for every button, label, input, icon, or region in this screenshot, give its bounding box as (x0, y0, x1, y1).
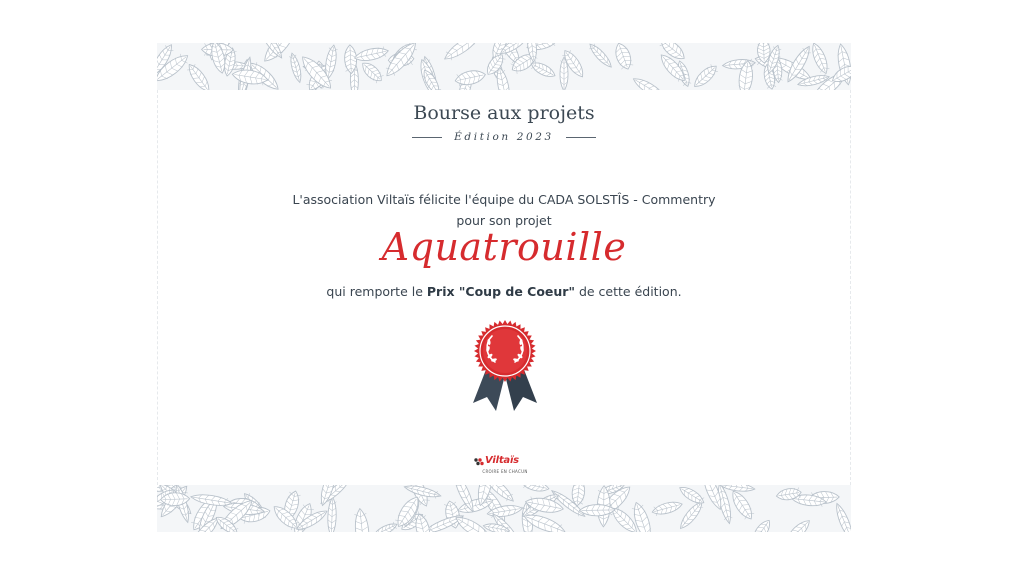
logo-tagline: CROIRE EN CHACUN (482, 469, 528, 474)
certificate (157, 43, 851, 532)
prize-line-prefix: qui remporte le (326, 284, 427, 299)
certificate-title: Bourse aux projets (413, 102, 595, 124)
edition-row (157, 131, 851, 143)
edition-label: Édition 2023 (454, 131, 554, 143)
edition-rule-right (566, 137, 596, 138)
viltais-logo (473, 454, 537, 478)
leaf-pattern-bottom-band (157, 485, 851, 532)
prize-line-suffix: de cette édition. (574, 284, 682, 299)
prize-name: Prix "Coup de Coeur" (426, 284, 575, 299)
logo-mark-icon (473, 457, 485, 467)
project-intro-line: pour son projet (456, 213, 552, 228)
leaf-pattern-icon (157, 43, 851, 90)
leaf-pattern-top-band (157, 43, 851, 90)
award-medal-icon (465, 315, 545, 415)
edition-rule-left (412, 137, 442, 138)
prize-line (157, 284, 851, 299)
project-name: Aquatrouille (381, 225, 627, 269)
congratulation-line: L'association Viltaïs félicite l'équipe du CADA SOLSTÎS - Commentry (292, 192, 716, 207)
logo-name: Viltaïs (485, 455, 519, 466)
leaf-pattern-icon (157, 485, 851, 532)
